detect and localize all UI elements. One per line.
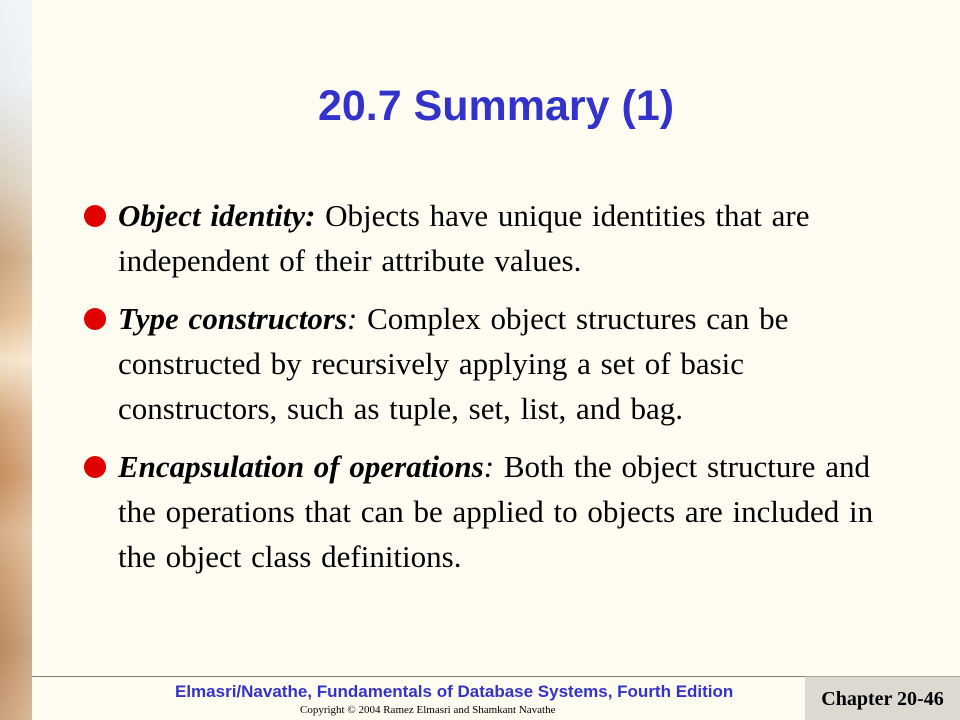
bullet-text: Complex object structures can be constructed by recursively applying a set of basic constructors, such as tuple, set, list, and bag.	[118, 301, 789, 426]
chapter-page-label: Chapter 20-46	[821, 687, 944, 710]
footer-copyright: Copyright © 2004 Ramez Elmasri and Shamkant Navathe	[300, 704, 556, 716]
bullet-term: Encapsulation of operations	[118, 449, 484, 484]
decorative-strip-shade	[0, 0, 32, 720]
bullet-term: Object identity:	[118, 198, 316, 233]
bullet-text: Objects have unique identities that are independent of their attribute values.	[118, 198, 810, 278]
chapter-box	[805, 676, 960, 720]
bullet-separator: :	[483, 449, 495, 484]
bullet-type-constructors	[84, 296, 884, 431]
bullet-dot-icon	[84, 308, 106, 330]
bullet-dot-icon	[84, 456, 106, 478]
bullet-dot-icon	[84, 205, 106, 227]
bullet-text: Both the object structure and the operations that can be applied to objects are included in the object class definitions.	[118, 449, 874, 574]
bullet-separator: :	[347, 301, 358, 336]
bullet-list	[84, 193, 884, 592]
slide-title: 20.7 Summary (1)	[317, 82, 675, 130]
bullet-object-identity	[84, 193, 884, 283]
footer-book-title: Elmasri/Navathe, Fundamentals of Database Systems, Fourth Edition	[175, 682, 734, 701]
bullet-term: Type constructors	[118, 301, 348, 336]
bullet-encapsulation	[84, 444, 884, 579]
